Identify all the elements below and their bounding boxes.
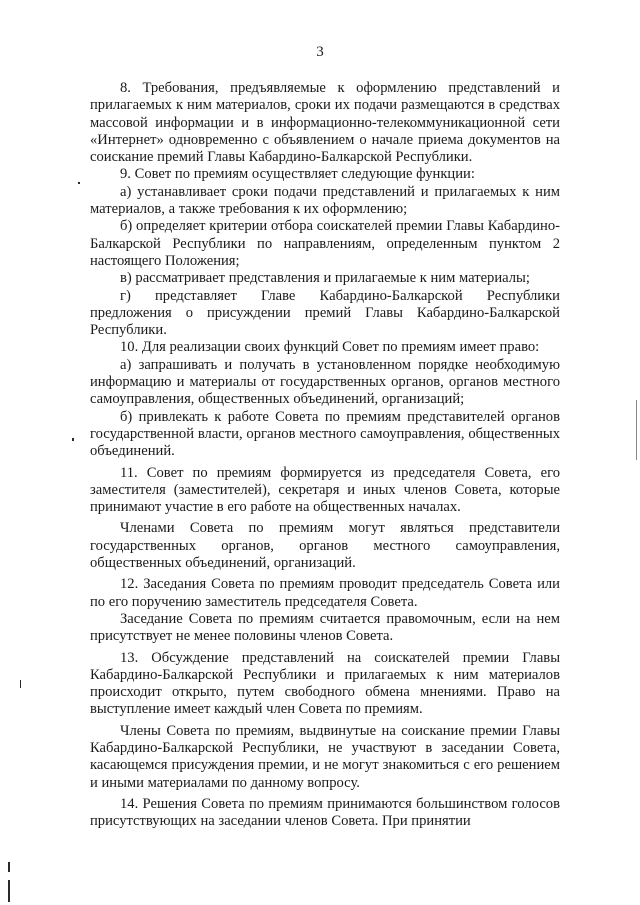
scan-edge-right bbox=[636, 400, 637, 460]
paragraph-10a: а) запрашивать и получать в установленном порядке необходимую информацию и материалы от государственных органов, органов местного самоуправления, общественных объединений, организаций; bbox=[90, 356, 560, 408]
paragraph-10: 10. Для реализации своих функций Совет по премиям имеет право: bbox=[120, 339, 540, 356]
paragraph-11-members: Членами Совета по премиям могут являться представители государственных органов, органов местного самоуправления, общественных объединений, организаций. bbox=[90, 520, 560, 572]
paragraph-9g: г) представляет Главе Кабардино-Балкарской Республики предложения о присуждении премий Главы Кабардино-Балкарской Республики. bbox=[90, 287, 560, 339]
paragraph-9a: а) устанавливает сроки подачи представлений и прилагаемых к ним материалов, а также требования к их оформлению; bbox=[90, 183, 560, 218]
paragraph-8: 8. Требования, предъявляемые к оформлению представлений и прилагаемых к ним материалов, сроки их подачи размещаются в средствах массовой информации и в информационно-телекоммуникационной сети «Интернет» одновременно с объявлением о начале приема документов на соискание премий Главы Кабардино-Балкарской Республики. bbox=[90, 80, 560, 166]
scan-mark-top bbox=[78, 182, 80, 184]
page-number: 3 bbox=[316, 44, 324, 60]
paragraph-13: 13. Обсуждение представлений на соискателей премии Главы Кабардино-Балкарской Республики и прилагаемых к ним материалов происходит открыто, путем свободного обмена мнениями. Право на выступление имеет каждый член Совета по премиям. bbox=[90, 649, 560, 718]
scan-mark-mid bbox=[72, 438, 74, 441]
paragraph-11: 11. Совет по премиям формируется из председателя Совета, его заместителя (заместителей), секретаря и иных членов Совета, которые принимают участие в его работе на общественных началах. bbox=[90, 464, 560, 516]
paragraph-9v: в) рассматривает представления и прилагаемые к ним материалы; bbox=[120, 270, 530, 287]
paragraph-12-quorum: Заседание Совета по премиям считается правомочным, если на нем присутствует не менее половины членов Совета. bbox=[90, 610, 560, 645]
scan-mark-bottom-2 bbox=[8, 880, 10, 902]
paragraph-9: 9. Совет по премиям осуществляет следующие функции: bbox=[120, 166, 475, 183]
paragraph-12: 12. Заседания Совета по премиям проводит председатель Совета или по его поручению заместитель председателя Совета. bbox=[90, 576, 560, 610]
scan-mark-bottom-1 bbox=[8, 862, 10, 872]
paragraph-9b: б) определяет критерии отбора соискателей премии Главы Кабардино-Балкарской Республики по направлениям, определенным пунктом 2 настоящего Положения; bbox=[90, 218, 560, 269]
paragraph-13-members: Члены Совета по премиям, выдвинутые на соискание премии Главы Кабардино-Балкарской Республики, не участвуют в заседании Совета, касающемся присуждения премии, и не могут знакомиться с его решением и иными материалами по данному вопросу. bbox=[90, 722, 560, 791]
paragraph-10b: б) привлекать к работе Совета по премиям представителей органов государственной власти, органов местного самоуправления, общественных объединений. bbox=[90, 408, 560, 460]
document-body bbox=[90, 80, 560, 830]
scan-mark-lower bbox=[20, 680, 21, 688]
paragraph-14: 14. Решения Совета по премиям принимаются большинством голосов присутствующих на заседании членов Совета. При принятии bbox=[90, 795, 560, 830]
